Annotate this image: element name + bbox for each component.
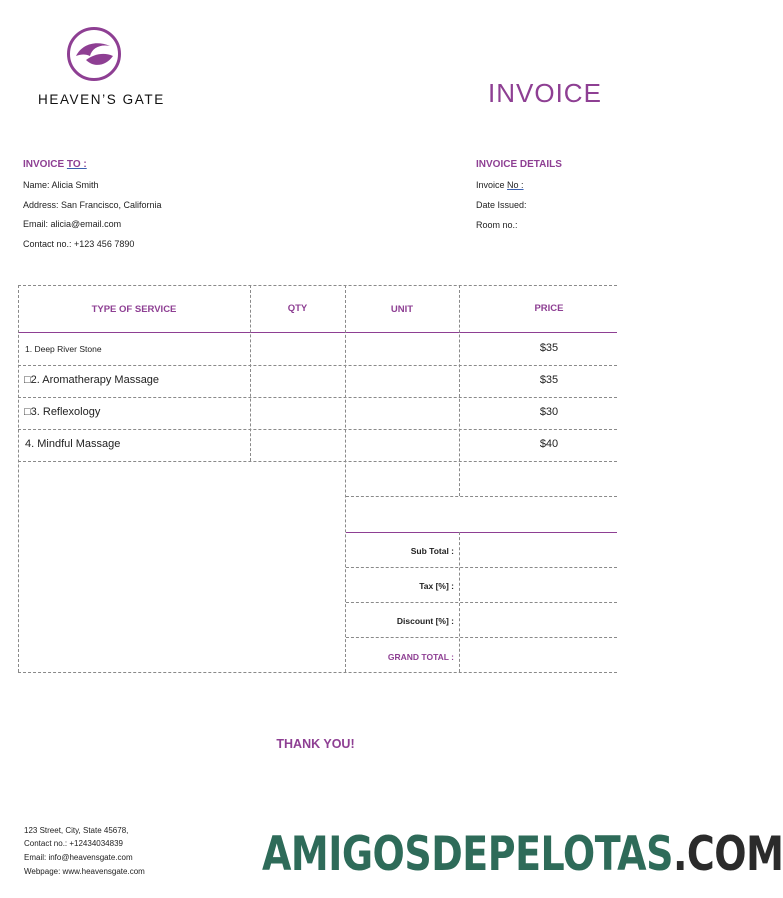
footer-email: Email: info@heavensgate.com — [24, 853, 133, 862]
price-row-1: $35 — [539, 342, 559, 354]
page-title: INVOICE — [488, 78, 602, 108]
price-row-2: $35 — [539, 374, 559, 386]
thank-you-message: THANK YOU! — [276, 737, 355, 751]
grand-total-label: GRAND TOTAL : — [387, 652, 454, 662]
tax-label: Tax [%] : — [419, 581, 454, 591]
crescent-wave-logo-icon — [66, 26, 122, 82]
service-row-3: □3. Reflexology — [24, 406, 101, 418]
subtotal-label: Sub Total : — [410, 546, 454, 556]
service-row-1: 1. Deep River Stone — [25, 344, 102, 354]
invoice-number: Invoice No : — [476, 180, 524, 190]
service-table — [18, 285, 617, 673]
date-issued: Date Issued: — [476, 200, 527, 210]
footer-contact: Contact no.: +12434034839 — [24, 839, 123, 848]
header-price: PRICE — [534, 303, 564, 314]
brand-name: HEAVEN’S GATE — [38, 92, 165, 107]
header-service: TYPE OF SERVICE — [91, 304, 177, 315]
footer-webpage: Webpage: www.heavensgate.com — [24, 867, 145, 876]
client-email: Email: alicia@email.com — [23, 219, 122, 229]
room-number: Room no.: — [476, 220, 518, 230]
header-qty: QTY — [287, 303, 308, 314]
header-unit: UNIT — [390, 304, 414, 315]
discount-label: Discount [%] : — [396, 616, 454, 626]
price-row-4: $40 — [539, 438, 559, 450]
watermark: AMIGOSDEPELOTAS.COM — [262, 826, 783, 881]
invoice-to-heading: INVOICE TO : — [23, 159, 87, 170]
service-row-2: □2. Aromatherapy Massage — [24, 374, 160, 386]
footer-address: 123 Street, City, State 45678, — [24, 826, 129, 835]
client-contact: Contact no.: +123 456 7890 — [23, 239, 135, 249]
invoice-details-heading: INVOICE DETAILS — [476, 159, 562, 170]
service-row-4: 4. Mindful Massage — [25, 438, 121, 450]
client-name: Name: Alicia Smith — [23, 180, 99, 190]
client-address: Address: San Francisco, California — [23, 200, 162, 210]
price-row-3: $30 — [539, 406, 559, 418]
